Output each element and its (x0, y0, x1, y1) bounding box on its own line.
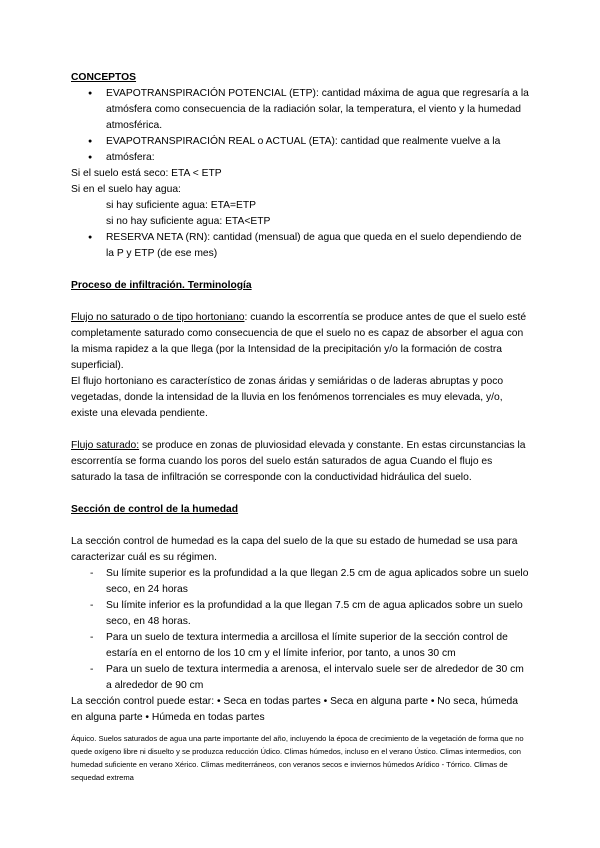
heading-conceptos: CONCEPTOS (71, 72, 137, 83)
text-no-suficiente-agua: si no hay suficiente agua: ETA<ETP (106, 216, 271, 227)
spacer (71, 262, 531, 278)
term-flujo-no-saturado: Flujo no saturado o de tipo hortoniano (71, 312, 245, 323)
reserva-list (71, 230, 531, 262)
list-item-atmosfera: ● atmósfera: (71, 150, 531, 166)
list-item-reserva: ● RESERVA NETA (RN): cantidad (mensual) de agua que queda en el suelo dependiendo de la P y ETP (de ese mes) (71, 230, 531, 262)
document-content (71, 70, 531, 784)
list-item-etp: ● EVAPOTRANSPIRACIÓN POTENCIAL (ETP): cantidad máxima de agua que regresaría a la atmósfera como consecuencia de la radiación solar, la temperatura, el viento y la humedad atmosférica. (71, 86, 531, 134)
list-item-arcillosa: - Para un suelo de textura intermedia a arcillosa el límite superior de la sección control de estaría en el entorno de los 10 cm y el límite inferior, por tanto, a unos 30 cm (71, 630, 531, 662)
text-suelo-seco: Si el suelo está seco: ETA < ETP (71, 168, 222, 179)
text-flujo-no-saturado: : cuando la escorrentía se produce antes de que el suelo esté completamente saturado como consecuencia de que el suelo no es capaz de absorber el agua con la misma rapidez a la que llega (por la Intensidad de la precipitación y/o la formación de costra superficial). (71, 312, 527, 371)
list-item-limite-inferior: - Su límite inferior es la profundidad a la que llegan 7.5 cm de agua aplicados sobre un suelo seco, en 48 horas. (71, 598, 531, 630)
text-suelo-agua: Si en el suelo hay agua: (71, 184, 181, 195)
text-flujo-saturado: se produce en zonas de pluviosidad elevada y constante. En estas circunstancias la escorrentía se forma cuando los poros del suelo están saturados de agua Cuando el flujo es saturado la tasa de infiltración se corresponde con la conductividad hidráulica del suelo. (71, 440, 526, 483)
humedad-list (71, 566, 531, 694)
paragraph-hortoniano: El flujo hortoniano es característico de zonas áridas y semiáridas o de laderas abruptas y poco vegetadas, donde la intensidad de la lluvia en los fenómenos torrenciales es muy elevada, y/o, existe una elevada pendiente. (71, 376, 504, 419)
paragraph-estados: La sección control puede estar: • Seca en todas partes • Seca en alguna parte • No seca, húmeda en alguna parte • Húmeda en todas partes (71, 696, 518, 723)
paragraph-flujo-no-saturado (71, 310, 531, 374)
paragraph-humedad-intro: La sección control de humedad es la capa del suelo de la que su estado de humedad se usa para caracterizar cuál es su régimen. (71, 536, 518, 563)
paragraph-regimenes: Áquico. Suelos saturados de agua una parte importante del año, incluyendo la época de crecimiento de la vegetación de forma que no quede oxígeno libre ni disuelto y se produzca reducción Údico. Climas húmedos, incluso en el verano Ústico. Climas intermedios, con humedad suficiente en verano Xérico. Climas mediterráneos, con veranos secos e inviernos húmedos Arídico - Tórrico. Climas de sequedad extrema (71, 734, 524, 782)
spacer (71, 486, 531, 502)
list-item-limite-superior: - Su límite superior es la profundidad a la que llegan 2.5 cm de agua aplicados sobre un suelo seco, en 24 horas (71, 566, 531, 598)
spacer (71, 422, 531, 438)
heading-infiltracion: Proceso de infiltración. Terminología (71, 280, 252, 291)
list-item-arenosa: - Para un suelo de textura intermedia a arenosa, el intervalo suele ser de alrededor de 30 cm a alrededor de 90 cm (71, 662, 531, 694)
conceptos-list (71, 86, 531, 166)
text-suficiente-agua: si hay suficiente agua: ETA=ETP (106, 200, 257, 211)
heading-humedad: Sección de control de la humedad (71, 504, 239, 515)
paragraph-flujo-saturado (71, 438, 531, 486)
term-flujo-saturado: Flujo saturado: (71, 440, 140, 451)
list-item-eta: ● EVAPOTRANSPIRACIÓN REAL o ACTUAL (ETA): cantidad que realmente vuelve a la (71, 134, 531, 150)
spacer (71, 294, 531, 310)
spacer (71, 518, 531, 534)
